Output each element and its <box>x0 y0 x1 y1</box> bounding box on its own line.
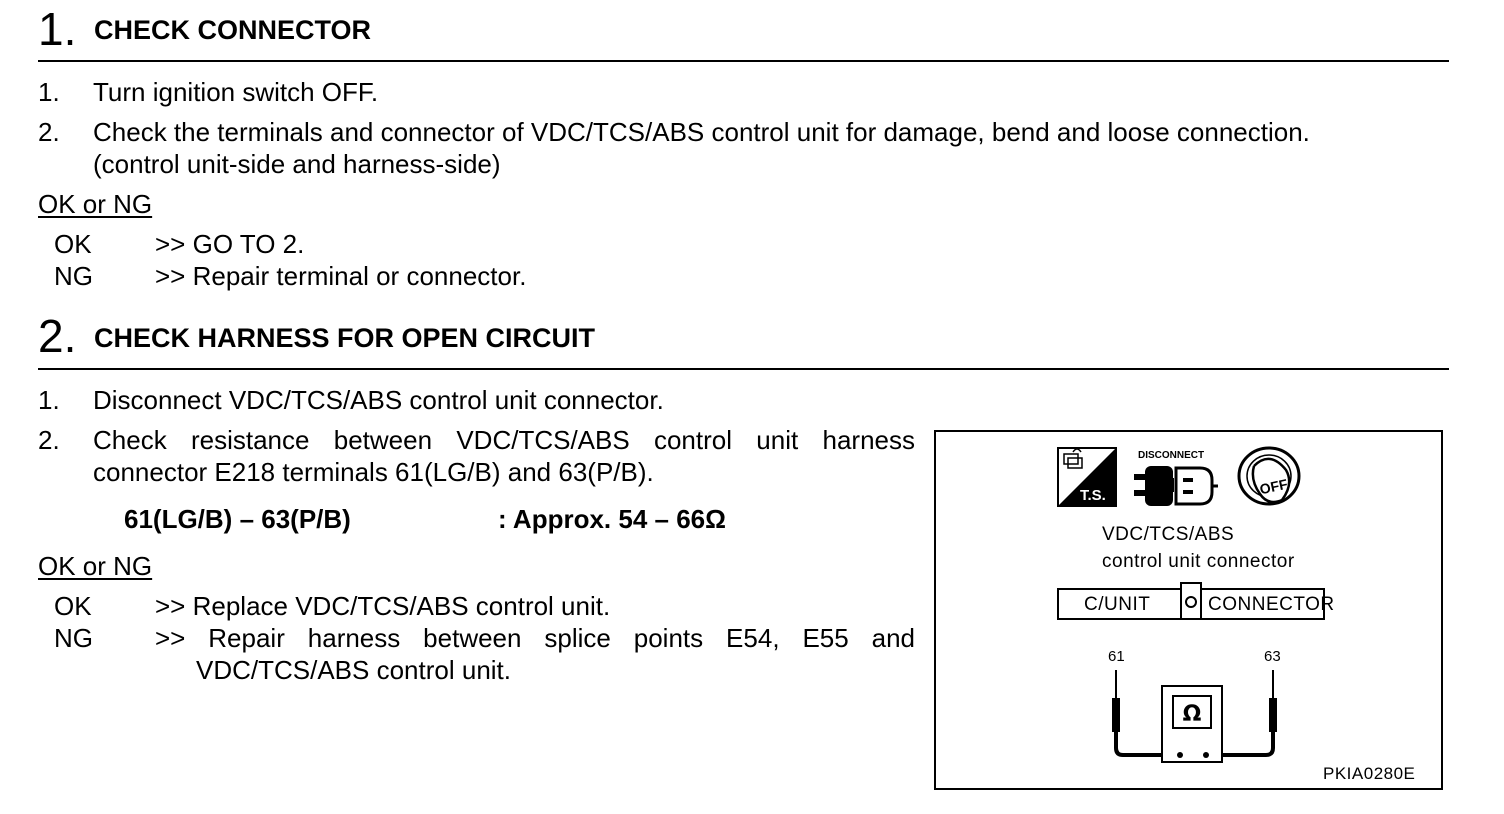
step-1-ok-ng-heading: OK or NG <box>38 189 153 219</box>
step-1-item-2-text-cont: (control unit-side and harness-side) <box>93 149 501 179</box>
probe-right <box>1269 698 1277 732</box>
cunit-label: C/UNIT <box>1084 594 1151 615</box>
step-2-result-ok-code: OK <box>54 591 92 621</box>
connector-title-line1: VDC/TCS/ABS <box>1102 524 1235 545</box>
step-1-result-ok-code: OK <box>54 229 92 259</box>
connector-pin-indicator <box>1186 597 1196 607</box>
disconnect-icon-label: DISCONNECT <box>1138 450 1205 461</box>
step-1-item-2-number: 2. <box>38 117 60 147</box>
connector-diagram <box>934 430 1443 790</box>
step-2-item-1-number: 1. <box>38 385 60 415</box>
step-1-result-ng-code: NG <box>54 261 93 291</box>
terminal-63-label: 63 <box>1264 648 1281 665</box>
step-2-ok-ng-heading: OK or NG <box>38 551 153 581</box>
probe-left <box>1112 698 1120 732</box>
step-1-result-ok-text: >> GO TO 2. <box>155 229 305 259</box>
ignition-off-icon <box>1239 448 1299 504</box>
figure-id: PKIA0280E <box>1323 764 1416 783</box>
step-2-divider <box>38 368 1449 370</box>
step-2-item-2-text-cont: connector E218 terminals 61(LG/B) and 63(P/B). <box>93 457 654 487</box>
step-1-number: 1. <box>38 3 77 55</box>
step-1-item-1-number: 1. <box>38 77 60 107</box>
spec-terminals: 61(LG/B) – 63(P/B) <box>124 504 351 534</box>
connector-title-line2: control unit connector <box>1102 551 1295 572</box>
step-1-item-1-text: Turn ignition switch OFF. <box>93 77 379 107</box>
ohmmeter-jack-left <box>1177 752 1183 758</box>
step-1-item-2-text: Check the terminals and connector of VDC/TCS/ABS control unit for damage, bend and loose connection. <box>93 117 1310 147</box>
step-1-title: CHECK CONNECTOR <box>94 15 372 45</box>
step-2-number: 2. <box>38 310 77 362</box>
ts-icon <box>1058 448 1116 506</box>
step-1-result-ng-text: >> Repair terminal or connector. <box>155 261 527 291</box>
step-2-result-ok-text: >> Replace VDC/TCS/ABS control unit. <box>155 591 611 621</box>
diagram-graphics <box>936 432 1441 788</box>
step-2-item-2-text: Check resistance between VDC/TCS/ABS control unit harness <box>93 425 915 455</box>
spec-resistance-value: : Approx. 54 – 66Ω <box>498 504 726 534</box>
ignition-off-label: OFF <box>1258 475 1289 498</box>
ohmmeter-jack-right <box>1203 752 1209 758</box>
step-2-item-1-text: Disconnect VDC/TCS/ABS control unit connector. <box>93 385 664 415</box>
step-1-divider <box>38 60 1449 62</box>
step-2-result-ng-text-cont: VDC/TCS/ABS control unit. <box>196 655 511 685</box>
step-2-result-ng-text: >> Repair harness between splice points E54, E55 and <box>155 623 915 653</box>
step-2-result-ng-code: NG <box>54 623 93 653</box>
ohm-symbol: Ω <box>1182 702 1202 727</box>
disconnect-icon <box>1134 450 1218 506</box>
ts-icon-label: T.S. <box>1080 487 1106 504</box>
connector-side-label: CONNECTOR <box>1208 594 1335 615</box>
terminal-61-label: 61 <box>1108 648 1125 665</box>
step-2-title: CHECK HARNESS FOR OPEN CIRCUIT <box>94 323 596 353</box>
step-2-item-2-number: 2. <box>38 425 60 455</box>
